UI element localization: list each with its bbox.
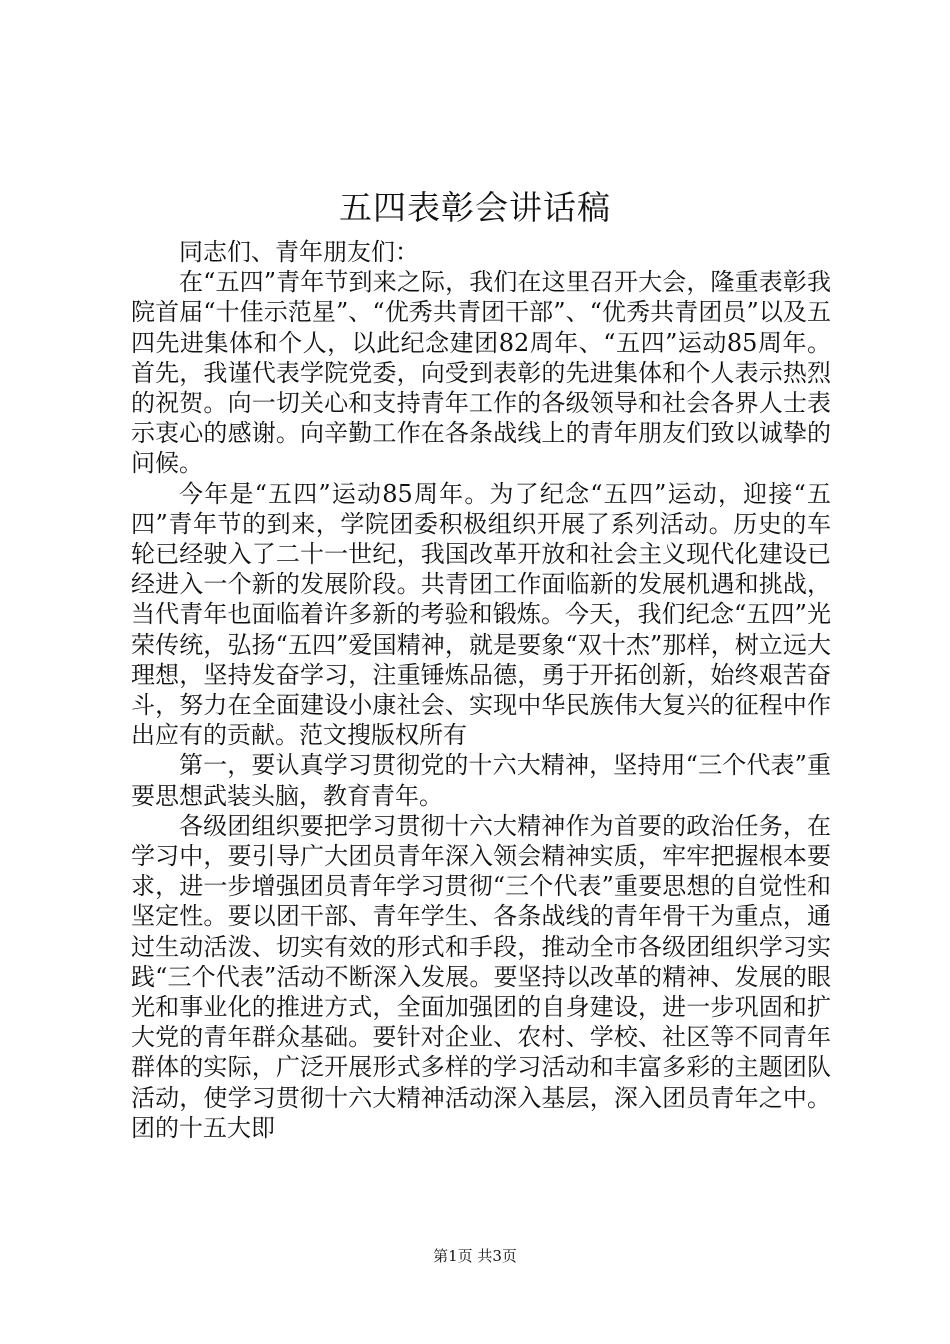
document-title: 五四表彰会讲话稿 [339,188,611,227]
section-heading-paragraph: 第一，要认真学习贯彻党的十六大精神，坚持用“三个代表”重要思想武装头脑，教育青年。 [131,751,831,810]
salutation-paragraph: 同志们、青年朋友们： [179,238,419,266]
document-body [131,237,831,1143]
page-number-footer: 第1页 共3页 [433,1247,517,1265]
body-paragraph: 今年是“五四”运动85周年。为了纪念“五四”运动，迎接“五四”青年节的到来，学院团委积极组织开展了系列活动。历史的车轮已经驶入了二十一世纪，我国改革开放和社会主义现代化建设已经进入一个新的发展阶段。共青团工作面临新的发展机遇和挑战，当代青年也面临着许多新的考验和锻炼。今天，我们纪念“五四”光荣传统，弘扬“五四”爱国精神，就是要象“双十杰”那样，树立远大理想，坚持发奋学习，注重锤炼品德，勇于开拓创新，始终艰苦奋斗，努力在全面建设小康社会、实现中华民族伟大复兴的征程中作出应有的贡献。范文搜版权所有 [131,479,831,750]
body-paragraph: 各级团组织要把学习贯彻十六大精神作为首要的政治任务，在学习中，要引导广大团员青年深入领会精神实质，牢牢把握根本要求，进一步增强团员青年学习贯彻“三个代表”重要思想的自觉性和坚定性。要以团干部、青年学生、各条战线的青年骨干为重点，通过生动活泼、切实有效的形式和手段，推动全市各级团组织学习实践“三个代表”活动不断深入发展。要坚持以改革的精神、发展的眼光和事业化的推进方式，全面加强团的自身建设，进一步巩固和扩大党的青年群众基础。要针对企业、农村、学校、社区等不同青年群体的实际，广泛开展形式多样的学习活动和丰富多彩的主题团队活动，使学习贯彻十六大精神活动深入基层，深入团员青年之中。团的十五大即 [131,811,831,1142]
body-paragraph: 在“五四”青年节到来之际，我们在这里召开大会，隆重表彰我院首届“十佳示范星”、“优秀共青团干部”、“优秀共青团员”以及五四先进集体和个人，以此纪念建团82周年、“五四”运动85周年。首先，我谨代表学院党委，向受到表彰的先进集体和个人表示热烈的祝贺。向一切关心和支持青年工作的各级领导和社会各界人士表示衷心的感谢。向辛勤工作在各条战线上的青年朋友们致以诚挚的问候。 [131,268,831,478]
